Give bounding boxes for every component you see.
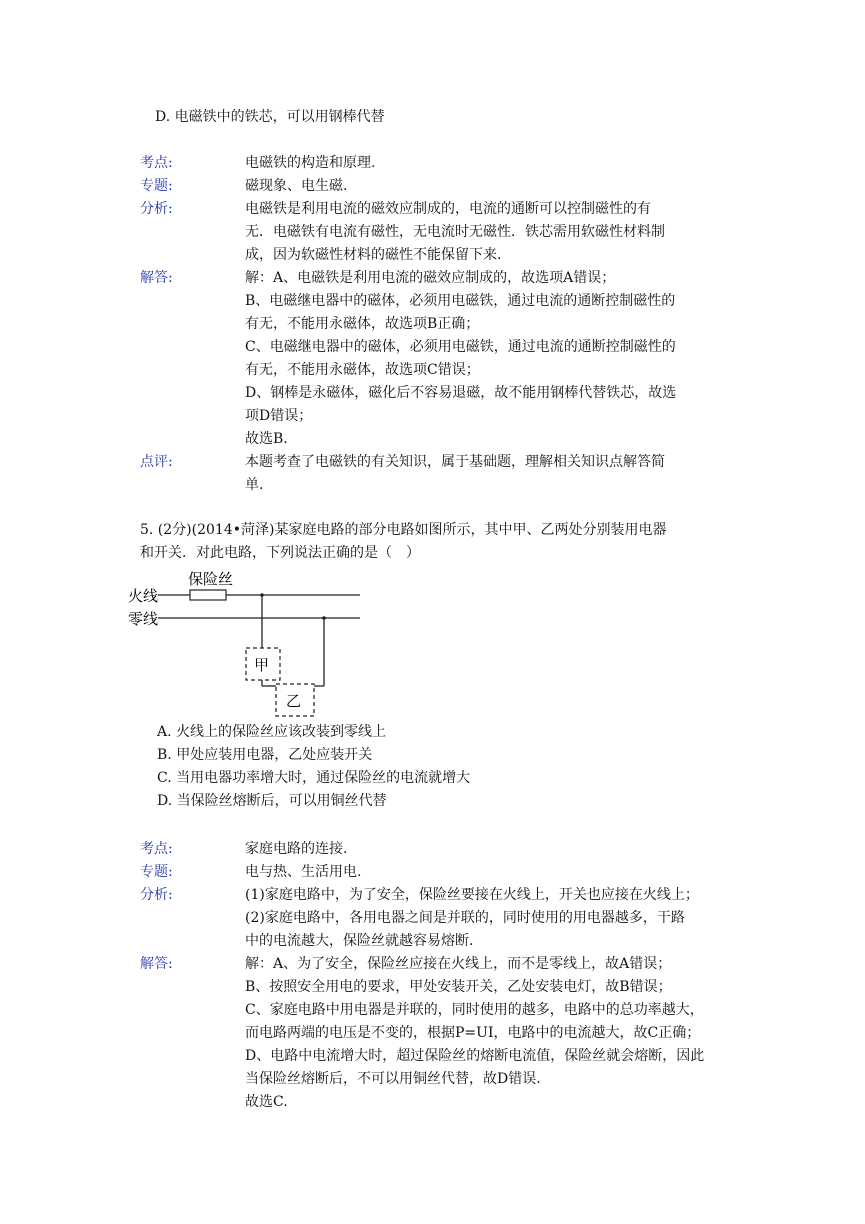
- q4-kaodian-label: 考点:: [140, 155, 173, 171]
- neutral-wire-label: 零线: [128, 610, 159, 628]
- q4-fenxi-line: 无．电磁铁有电流有磁性，无电流时无磁性．铁芯需用软磁性材料制: [245, 224, 665, 240]
- q4-fenxi-line: 电磁铁是利用电流的磁效应制成的，电流的通断可以控制磁性的有: [245, 201, 651, 217]
- q5-option-d: D. 当保险丝熔断后，可以用铜丝代替: [157, 793, 387, 809]
- q5-option-b: B. 甲处应装用电器，乙处应装开关: [157, 747, 373, 763]
- q4-jieda-line: 有无，不能用永磁体，故选项B正确；: [245, 316, 480, 332]
- q5-zhuanti-text: 电与热、生活用电.: [245, 864, 362, 880]
- q5-kaodian-label: 考点:: [140, 841, 173, 857]
- q4-jieda-line: 故选B.: [245, 431, 288, 447]
- q5-fenxi-label: 分析:: [140, 887, 173, 903]
- fuse-label: 保险丝: [188, 570, 234, 588]
- q4-jieda-label: 解答:: [140, 270, 173, 286]
- q4-jieda-line: 项D错误；: [245, 408, 313, 424]
- q4-jieda-line: 解：A、电磁铁是利用电流的磁效应制成的，故选项A错误；: [245, 270, 616, 286]
- q4-dianping-line: 单.: [245, 477, 264, 493]
- fuse-symbol: [190, 590, 226, 600]
- circuit-diagram: [128, 566, 368, 718]
- box-yi-label: 乙: [286, 692, 302, 710]
- q5-option-a: A. 火线上的保险丝应该改装到零线上: [157, 724, 387, 740]
- q5-jieda-line: 故选C.: [245, 1094, 288, 1110]
- q5-option-c: C. 当用电器功率增大时，通过保险丝的电流就增大: [157, 770, 471, 786]
- q4-fenxi-label: 分析:: [140, 201, 173, 217]
- q4-zhuanti-text: 磁现象、电生磁.: [245, 178, 348, 194]
- q4-dianping-label: 点评:: [140, 454, 173, 470]
- q5-jieda-line: C、家庭电路中用电器是并联的，同时使用的越多，电路中的总功率越大，: [245, 1002, 704, 1018]
- q5-stem-line: 5. (2分)(2014•菏泽)某家庭电路的部分电路如图所示，其中甲、乙两处分别装用电器: [140, 522, 667, 538]
- q5-jieda-line: 解：A、为了安全，保险丝应接在火线上，而不是零线上，故A错误；: [245, 956, 672, 972]
- q5-fenxi-line: (2)家庭电路中，各用电器之间是并联的，同时使用的用电器越多，干路: [245, 910, 685, 926]
- q4-jieda-line: 有无，不能用永磁体，故选项C错误；: [245, 362, 480, 378]
- q5-stem-line: 和开关．对此电路，下列说法正确的是（ ）: [140, 545, 420, 561]
- q4-jieda-line: C、电磁继电器中的磁体，必须用电磁铁，通过电流的通断控制磁性的: [245, 339, 676, 355]
- q5-fenxi-line: 中的电流越大，保险丝就越容易熔断.: [245, 933, 474, 949]
- q4-kaodian-text: 电磁铁的构造和原理.: [245, 155, 376, 171]
- q5-jieda-line: B、按照安全用电的要求，甲处安装开关，乙处安装电灯，故B错误；: [245, 979, 672, 995]
- q4-dianping-line: 本题考查了电磁铁的有关知识，属于基础题，理解相关知识点解答简: [245, 454, 665, 470]
- q4-fenxi-line: 成，因为软磁性材料的磁性不能保留下来.: [245, 247, 502, 263]
- q5-jieda-line: D、电路中电流增大时，超过保险丝的熔断电流值，保险丝就会熔断，因此: [245, 1048, 705, 1064]
- live-wire-label: 火线: [128, 587, 159, 605]
- q4-zhuanti-label: 专题:: [140, 178, 173, 194]
- q4-jieda-line: B、电磁继电器中的磁体，必须用电磁铁，通过电流的通断控制磁性的: [245, 293, 676, 309]
- q4-jieda-line: D、钢棒是永磁体，磁化后不容易退磁，故不能用钢棒代替铁芯，故选: [245, 385, 677, 401]
- q5-jieda-line: 当保险丝熔断后，不可以用铜丝代替，故D错误.: [245, 1071, 541, 1087]
- q4-option-d: D. 电磁铁中的铁芯，可以用钢棒代替: [155, 109, 385, 125]
- box-jia-label: 甲: [254, 656, 270, 674]
- q5-jieda-label: 解答:: [140, 956, 173, 972]
- q5-fenxi-line: (1)家庭电路中，为了安全，保险丝要接在火线上，开关也应接在火线上；: [245, 887, 699, 903]
- q5-zhuanti-label: 专题:: [140, 864, 173, 880]
- q5-jieda-line: 而电路两端的电压是不变的，根据P=UI，电路中的电流越大，故C正确；: [245, 1025, 701, 1041]
- q5-kaodian-text: 家庭电路的连接.: [245, 841, 348, 857]
